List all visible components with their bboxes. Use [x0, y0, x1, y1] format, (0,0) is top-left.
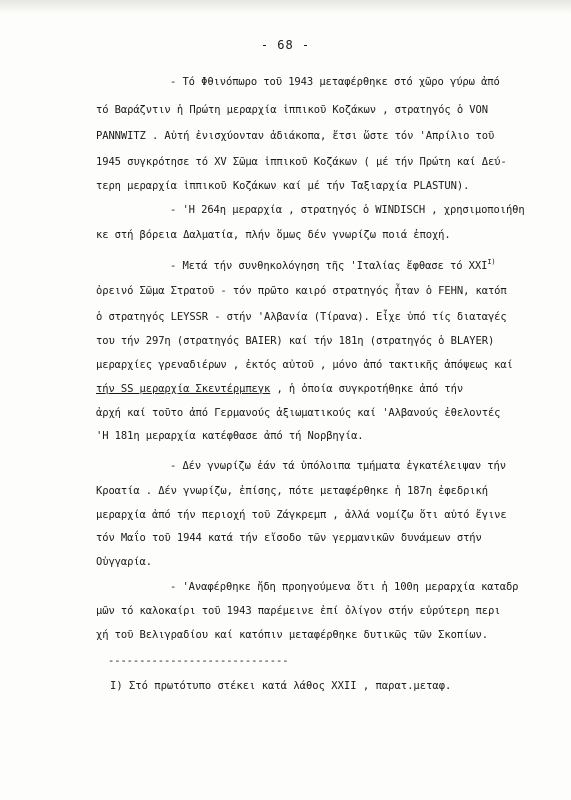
text-line [170, 258, 496, 272]
text-line: του τήν 297η (στρατηγός BAIER) καί τήν 181η (στρατηγός ὁ BLAYER) [96, 335, 495, 347]
footnote: I) Στό πρωτότυπο στέκει κατά λάθος XXII , παρατ.μεταφ. [110, 680, 452, 692]
footnote-separator: ----------------------------- [108, 655, 289, 667]
text-line [96, 383, 463, 395]
text-line: Οὐγγαρία. [96, 556, 152, 568]
text-line: - Τό Φθινόπωρο τοῦ 1943 μεταφέρθηκε στό χῶρο γύρω ἀπό [170, 76, 500, 88]
text-line: μεραρχίες γρεναδιέρων , ἐκτός αὐτοῦ , μόνο ἀπό τακτικῆς ἀπόψεως καί [96, 359, 513, 371]
text-line: 'Η 181η μεραρχία κατέφθασε ἀπό τή Νορβηγία. [96, 430, 364, 442]
text-line: - Δέν γνωρίζω ἐάν τά ὑπόλοιπα τμήματα ἐγκατέλειψαν τήν [170, 460, 506, 472]
text-line: μεραρχία ἀπό τήν περιοχή τοῦ Ζάγκρεμπ , ἀλλά νομίζω ὅτι αὐτό ἔγινε [96, 509, 507, 521]
page-number: - 68 - [260, 38, 311, 52]
text-line-content: , ἡ ὁποία συγκροτήθηκε ἀπό τήν [270, 383, 464, 395]
text-line: ἀρχή καί τοῦτο ἀπό Γερμανούς ἀξιωματικούς καί 'Αλβανούς ἐθελοντές [96, 407, 501, 419]
text-line: - 'Αναφέρθηκε ἤδη προηγούμενα ὅτι ἡ 100η μεραρχία καταδρ [170, 581, 519, 593]
text-line: χή τοῦ Βελιγραδίου καί κατόπιν μεταφέρθηκε δυτικῶς τῶν Σκοπίων. [96, 629, 488, 641]
text-line: τό Βαράζντιν ἡ Πρώτη μεραρχία ἱππικοῦ Κοζάκων , στρατηγός ὁ VON [96, 104, 488, 116]
text-line: - 'Η 264η μεραρχία , στρατηγός ὁ WINDISCH , χρησιμοποιήθη [170, 204, 525, 216]
text-line: τόν Μαΐο τοῦ 1944 κατά τήν εἴσοδο τῶν γερμανικῶν δυνάμεων στήν [96, 532, 482, 544]
text-line: ὁ στρατηγός LEYSSR - στήν 'Αλβανία (Τίρανα). Εἶχε ὑπό τίς διαταγές [96, 311, 507, 323]
text-line: PANNWITZ . Αὐτή ἐνισχύονταν ἀδιάκοπα, ἔτσι ὥστε τόν 'Απρίλιο τοῦ [96, 130, 495, 142]
underlined-division-name: τήν SS μεραρχία Σκεντέρμπεγκ [96, 383, 271, 395]
scan-edge-shadow [0, 0, 571, 14]
text-line: κε στή βόρεια Δαλματία, πλήν ὅμως δέν γνωρίζω ποιά ἐποχή. [96, 229, 451, 241]
text-line: ὀρεινό Σῶμα Στρατοῦ - τόν πρῶτο καιρό στρατηγός ἦταν ὁ FEHN, κατόπ [96, 285, 507, 297]
text-line: τερη μεραρχία ἱππικοῦ Κοζάκων καί μέ τήν Ταξιαρχία PLASTUN). [96, 180, 470, 192]
text-line-content: - Μετά τήν συνθηκολόγηση τῆς 'Ιταλίας ἔφθασε τό XXI [170, 260, 488, 272]
text-line: Κροατία . Δέν γνωρίζω, ἐπίσης, πότε μεταφέρθηκε ἡ 187η ἐφεδρική [96, 485, 488, 497]
text-line: μῶν τό καλοκαίρι τοῦ 1943 παρέμεινε ἐπί ὀλίγον στήν εὐρύτερη περι [96, 605, 501, 617]
text-line: 1945 συγκρότησε τό XV Σῶμα ἱππικοῦ Κοζάκων ( μέ τήν Πρώτη καί Δεύ- [96, 156, 507, 168]
footnote-reference: I) [487, 258, 496, 266]
